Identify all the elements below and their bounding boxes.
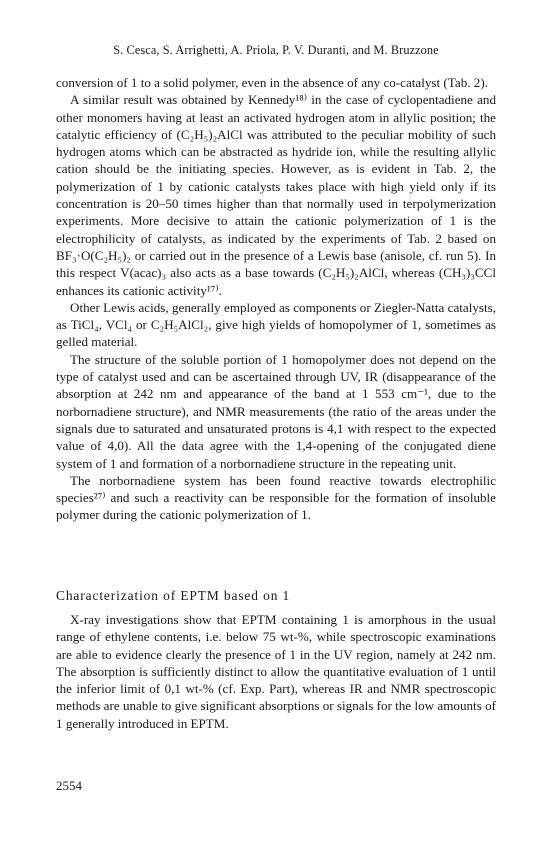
paragraph-lewis-acids: Other Lewis acids, generally employed as components or Ziegler-Natta catalysts, as TiCl₄, VCl₄ or C₂H₅AlCl₂, give high yields of homopolymer of 1, sometimes as gelled material. [56,299,496,350]
page-number: 2554 [56,778,82,793]
body-text-block [56,74,496,524]
section-heading: Characterization of EPTM based on 1 [56,588,291,603]
paragraph-structure: The structure of the soluble portion of 1 homopolymer does not depend on the type of catalyst used and can be ascertained through UV, IR (disappearance of the absorption at 242 nm and appearance of the band at 1 553 cm⁻¹, due to the norbornadiene structure), and NMR measurements (the ratio of the areas under the signals due to saturated and unsaturated protons is 4,1 with respect to the expected value of 4,0). All the data agree with the 1,4-opening of the conjugated diene system of 1 and formation of a norbornadiene structure in the repeating unit. [56,351,496,471]
paragraph-xray-characterization: X-ray investigations show that EPTM containing 1 is amorphous in the usual range of ethylene contents, i.e. below 75 wt-%, while spectroscopic examinations are able to evidence clearly the presence of 1 in the UV region, namely at 242 nm. The absorption is sufficiently distinct to allow the quantitative evaluation of 1 until the inferior limit of 0,1 wt-% (cf. Exp. Part), whereas IR and NMR spectroscopic methods are unable to give significant absorptions or signals for the low amounts of 1 generally introduced in EPTM. [56,612,496,731]
running-header-authors: S. Cesca, S. Arrighetti, A. Priola, P. V. Duranti, and M. Bruzzone [113,43,439,57]
paragraph-continuation: conversion of 1 to a solid polymer, even in the absence of any co-catalyst (Tab. 2). [56,75,488,90]
paragraph-kennedy-result: A similar result was obtained by Kennedy¹⁸⁾ in the case of cyclopentadiene and other monomers having at least an activated hydrogen atom in allylic position; the catalytic efficiency of (C₂H₅)₂AlCl was attributed to the peculiar mobility of such hydrogen atoms which can be abstracted as hydride ion, while the resulting allylic cation should be the initiating species. However, as is evident in Tab. 2, the polymerization of 1 by cationic catalysts takes place with high yield only if its concentration is 20–50 times higher than that normally used in terpolymerization experiments. More decisive to attain the cationic polymerization of 1 is the electrophilicity of catalysts, as indicated by the experiments of Tab. 2 based on BF₃·O(C₂H₅)₂ or carried out in the presence of a Lewis base (anisole, cf. run 5). In this respect V(acac)₃ also acts as a base towards (C₂H₅)₂AlCl, whereas (CH₃)₃CCl enhances its cationic activity¹⁷⁾. [56,92,496,298]
paragraph-norbornadiene: The norbornadiene system has been found reactive towards electrophilic species²⁷⁾ and such a reactivity can be responsible for the formation of insoluble polymer during the cationic polymerization of 1. [56,472,496,523]
section-body-text [56,611,496,732]
